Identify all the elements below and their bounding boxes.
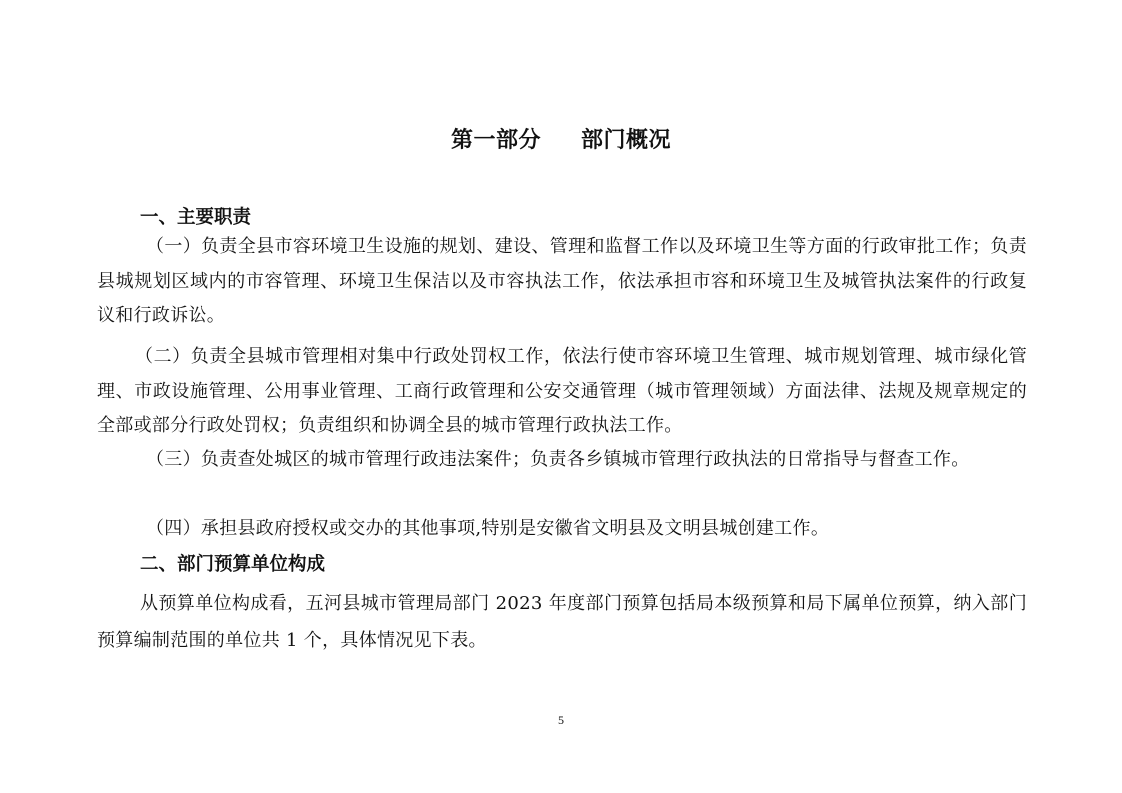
page-number: 5 <box>558 713 564 727</box>
page-title <box>0 124 1122 158</box>
section-heading-units: 二、部门预算单位构成 <box>140 554 326 575</box>
units-paragraph: 从预算单位构成看，五河县城市管理局部门 2023 年度部门预算包括局本级预算和局下属单位预算，纳入部门预算编制范围的单位共 1 个，具体情况见下表。 <box>97 593 1027 651</box>
duty-paragraph-3: （三）负责查处城区的城市管理行政违法案件；负责各乡镇城市管理行政执法的日常指导与督查工作。 <box>146 449 970 470</box>
duty-paragraph-4: （四）承担县政府授权或交办的其他事项,特别是安徽省文明县及文明县城创建工作。 <box>146 518 830 539</box>
duty-paragraph-1: （一）负责全县市容环境卫生设施的规划、建设、管理和监督工作以及环境卫生等方面的行政审批工作；负责县城规划区域内的市容管理、环境卫生保洁以及市容执法工作，依法承担市容和环境卫生及城管执法案件的行政复议和行政诉讼。 <box>97 236 1027 326</box>
duty-paragraph-2: （二）负责全县城市管理相对集中行政处罚权工作，依法行使市容环境卫生管理、城市规划管理、城市绿化管理、市政设施管理、公用事业管理、工商行政管理和公安交通管理（城市管理领域）方面法律、法规及规章规定的全部或部分行政处罚权；负责组织和协调全县的城市管理行政执法工作。 <box>97 346 1027 436</box>
section-heading-duties: 一、主要职责 <box>140 207 252 228</box>
title-name: 部门概况 <box>581 128 672 153</box>
title-part: 第一部分 <box>450 128 541 153</box>
